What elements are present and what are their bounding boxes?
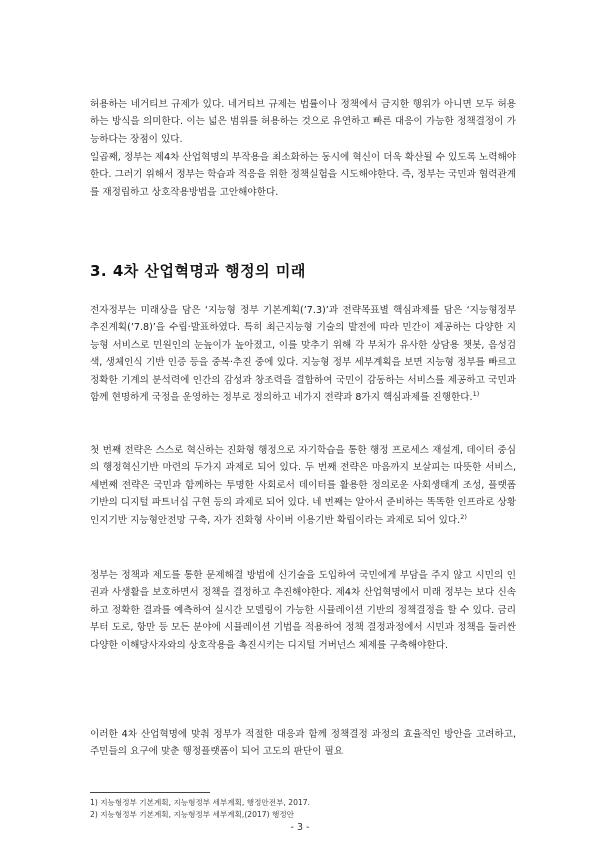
footnote-ref-2: 2) [460, 512, 467, 521]
page-number: - 3 - [290, 822, 310, 833]
paragraph-simulation-policy: 정부는 정책과 제도를 통한 문제해결 방법에 신기술을 도입하여 국민에게 부담을 주지 않고 시민의 인권과 사생활을 보호하면서 정책을 결정하고 추진해야한다. 제4차 산업혁명에서 미래 정부는 보다 신속하고 정확한 결과를 예측하여 실시간 모델링이 가능한 시뮬레이션 기반의 정책결정을 할 수 있다. 금리부터 도로, 항만 등 모든 분야에 시뮬레이션 기법을 적용하여 정책 결정과정에서 시민과 정책을 둘러싼 다양한 이해당사자와의 상호작용을 촉진시키는 디지털 거버넌스 체제를 구축해야한다. [90, 570, 516, 651]
paragraph-seventh: 일곱째, 정부는 제4차 산업혁명의 부작용을 최소화하는 동시에 혁신이 더욱 확산될 수 있도록 노력해야한다. 그러기 위해서 정부는 학습과 적응을 위한 정책실험을 시도해야한다. 즉, 정부는 국민과 협력관계를 재정립하고 상호작용방법을 고안해야한다. [90, 152, 516, 198]
paragraph-negative-regulation: 허용하는 네거티브 규제가 있다. 네거티브 규제는 법률이나 정책에서 금지한 행위가 아니면 모두 허용하는 방식을 의미한다. 이는 넓은 범위를 허용하는 것으로 유연하고 빠른 대응이 가능한 정책결정이 가능하다는 장점이 있다. [90, 99, 516, 145]
paragraph-strategies [90, 442, 516, 529]
footnote-ref-1: 1) [472, 389, 480, 398]
paragraph-admin-platform: 이러한 4차 산업혁명에 맞춰 정부가 적절한 대응과 함께 정책결정 과정의 효율적인 방안을 고려하고, 주민들의 요구에 맞춘 행정플랫폼이 되어 고도의 판단이 필요 [90, 729, 516, 758]
paragraph-egov-plan [90, 302, 516, 406]
paragraph-strategies-text: 첫 번째 전략은 스스로 혁신하는 진화형 행정으로 자기학습을 통한 행정 프로세스 재설계, 데이터 중심의 행정혁신기반 마련의 두가지 과제로 되어 있다. 두 번째 전략은 마음까지 보살피는 따뜻한 서비스, 세번째 전략은 국민과 함께하는 투명한 사회로서 데이터를 활용한 정의로운 사회생태계 조성, 플랫폼 기반의 디지털 파트너십 구현 등의 과제로 되어 있다. 네 번째는 알아서 준비하는 똑똑한 인프라로 상황인지기반 지능형안전망 구축, 자가 진화형 사이버 이용기반 확립이라는 과제로 되어 있다. [90, 445, 516, 526]
footnote-divider [90, 792, 210, 793]
footnote-2: 2) 지능형정부 기본계획, 지능형정부 세부계획,(2017) 행정안 [90, 810, 294, 819]
footnote-1: 1) 지능형정부 기본계획, 지능형정부 세부계획, 행정안전부, 2017. [90, 798, 310, 807]
paragraph-egov-plan-text: 전자정부는 미래상을 담은 ‘지능형 정부 기본계획(’7.3)’과 전략목표별 핵심과제를 담은 ‘지능형정부 추진계획(’7.8)’을 수립·발표하였다. 특히 최근지능형 기술의 발전에 따라 민간이 제공하는 다양한 지능형 서비스로 민원인의 눈높이가 높아졌고, 이를 맞추기 위해 각 부처가 유사한 상담용 챗봇, 음성검색, 생체인식 기반 인증 등을 중복·추진 중에 있다. 지능형 정부 세부계획을 보면 지능형 정부를 빠르고 정확한 기계의 분석력에 인간의 감성과 창조력을 결합하여 국민이 감동하는 서비스를 제공하고 국민과 함께 현명하게 국정을 운영하는 정부로 정의하고 네가지 전략과 8가지 핵심과제를 진행한다. [90, 305, 516, 404]
section-heading: 3. 4차 산업혁명과 행정의 미래 [90, 262, 306, 280]
